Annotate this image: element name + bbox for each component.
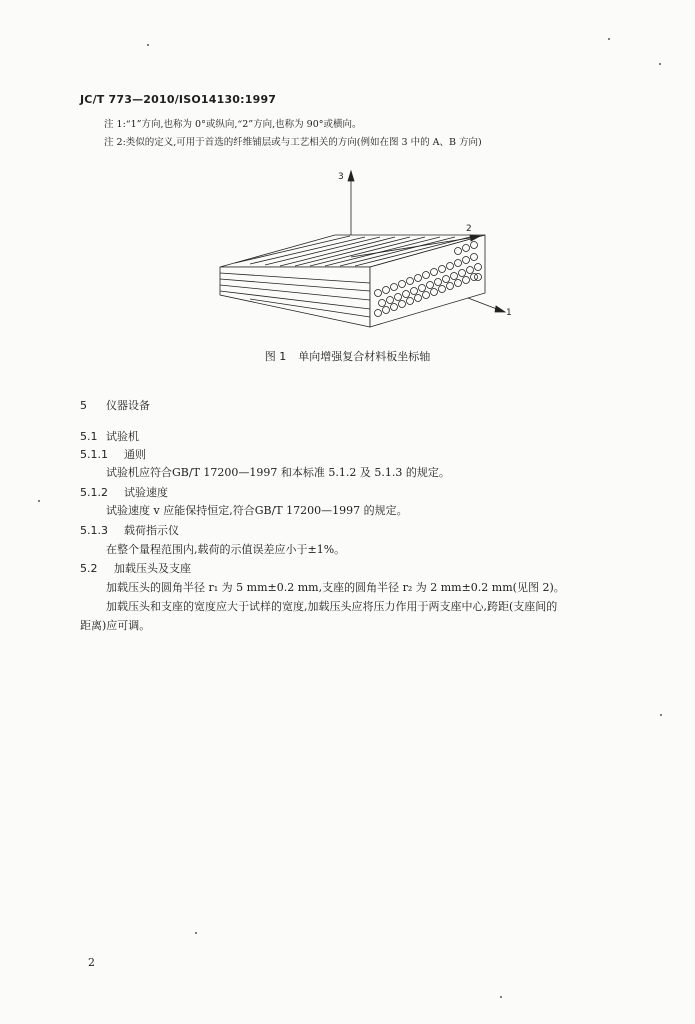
plate-front-face [220, 267, 370, 327]
section-number: 5.2 [80, 562, 98, 575]
section-number: 5 [80, 399, 87, 412]
section-5-2-text-2-line-2: 距离)应可调。 [80, 619, 151, 632]
section-5-1-1-text: 试验机应符合GB/T 17200—1997 和本标准 5.1.2 及 5.1.3 的规定。 [106, 466, 450, 479]
section-5-1-2-heading [80, 484, 168, 500]
section-title: 通则 [124, 448, 146, 461]
section-5-1-3-heading [80, 522, 179, 538]
section-title: 试验机 [106, 430, 139, 443]
figure-caption-number: 图 1 [264, 350, 287, 363]
figure-caption [0, 348, 695, 364]
section-title: 载荷指示仪 [124, 524, 179, 537]
axis-3-arrowhead [348, 171, 354, 181]
scan-speck [659, 63, 661, 65]
axis-2-label: 2 [466, 224, 472, 234]
axis-1-label: 1 [506, 308, 512, 318]
section-number: 5.1 [80, 430, 98, 443]
scan-speck [608, 38, 610, 40]
axis-1-arrowhead [495, 306, 505, 312]
composite-plate-figure [200, 165, 530, 340]
page-number: 2 [88, 956, 95, 969]
section-5-2-heading [80, 560, 191, 576]
section-number: 5.1.1 [80, 448, 108, 461]
section-number: 5.1.2 [80, 486, 108, 499]
section-title: 加载压头及支座 [114, 562, 191, 575]
section-title: 试验速度 [124, 486, 168, 499]
section-5-1-3-text: 在整个量程范围内,载荷的示值误差应小于±1%。 [106, 543, 346, 556]
scan-speck [147, 44, 149, 46]
section-5-2-text-2-line-1: 加载压头和支座的宽度应大于试样的宽度,加载压头应将压力作用于两支座中心,跨距(支座间的 [106, 600, 558, 613]
axis-3-label: 3 [338, 172, 344, 182]
section-number: 5.1.3 [80, 524, 108, 537]
document-header: JC/T 773—2010/ISO14130:1997 [80, 93, 277, 106]
scan-speck [500, 996, 502, 998]
section-5-1-heading [80, 428, 139, 444]
scan-speck [38, 500, 40, 502]
scan-speck [660, 714, 662, 716]
note-2: 注 2:类似的定义,可用于首选的纤维铺层或与工艺相关的方向(例如在图 3 中的 A、B 方向) [104, 137, 482, 148]
section-5-heading [80, 397, 150, 413]
section-title: 仪器设备 [106, 399, 150, 412]
figure-caption-text: 单向增强复合材料板坐标轴 [298, 350, 431, 363]
section-5-1-1-heading [80, 446, 146, 462]
note-1: 注 1:“1”方向,也称为 0°或纵向,“2”方向,也称为 90°或横向。 [104, 119, 362, 130]
scan-speck [195, 932, 197, 934]
section-5-1-2-text: 试验速度 v 应能保持恒定,符合GB/T 17200—1997 的规定。 [106, 504, 408, 517]
section-5-2-text-1: 加载压头的圆角半径 r₁ 为 5 mm±0.2 mm,支座的圆角半径 r₂ 为 2 mm±0.2 mm(见图 2)。 [106, 581, 565, 594]
